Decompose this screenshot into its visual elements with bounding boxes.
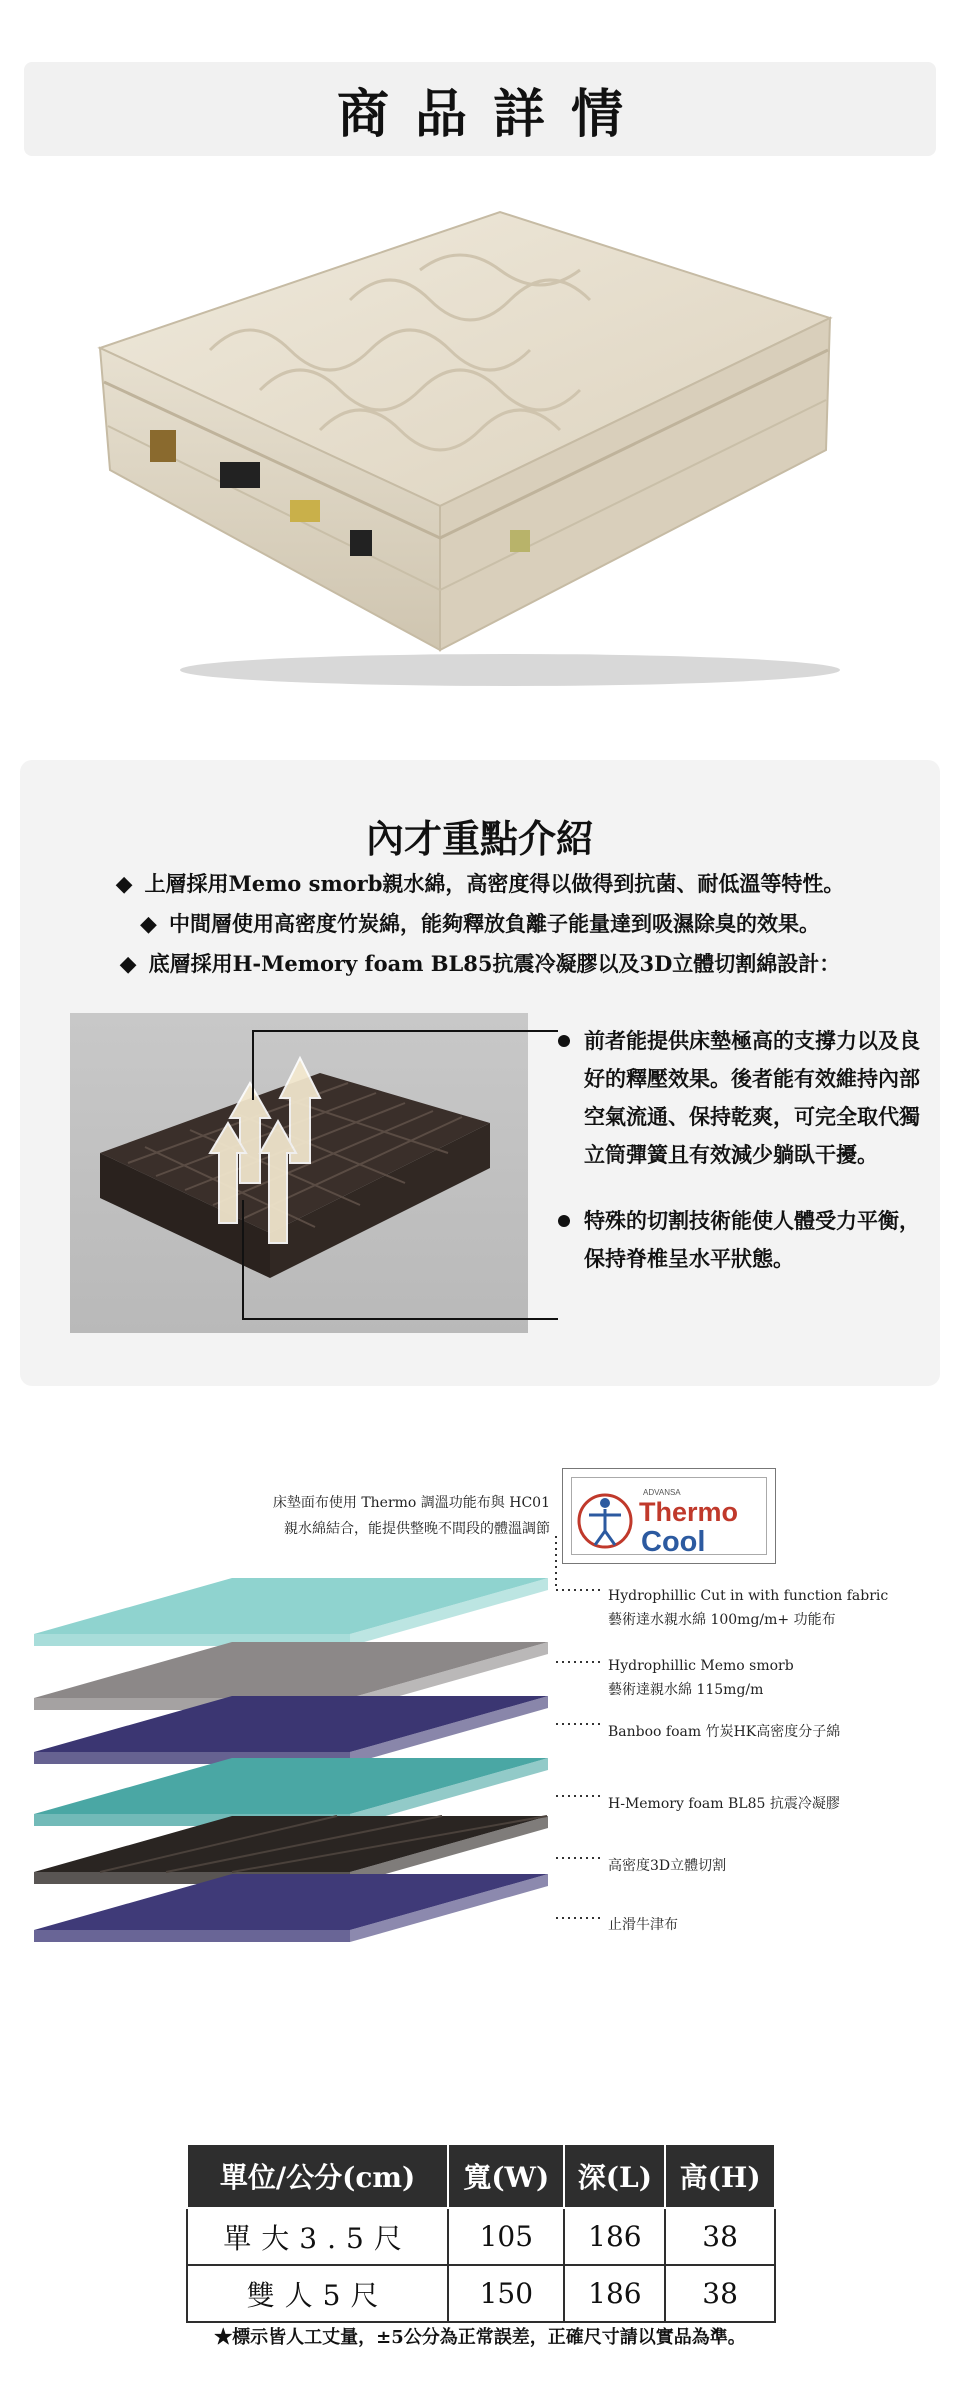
connector-line bbox=[252, 1030, 254, 1100]
description-text: 前者能提供床墊極高的支撐力以及良好的釋壓效果。後者能有效維持內部空氣流通、保持乾爽，可完全取代獨立筒彈簧且有效減少躺臥干擾。 bbox=[584, 1028, 920, 1167]
description-text: 特殊的切割技術能使人體受力平衡，保持脊椎呈水平狀態。 bbox=[584, 1208, 920, 1271]
connector-line bbox=[242, 1318, 558, 1320]
diamond-icon: ◆ bbox=[119, 951, 137, 977]
description-block bbox=[552, 1022, 932, 1174]
layer-label-line: Banboo foam 竹炭HK高密度分子綿 bbox=[608, 1724, 841, 1740]
layers-diagram bbox=[0, 1440, 960, 2090]
diamond-icon: ◆ bbox=[140, 911, 157, 937]
bullet-text: 上層採用Memo smorb親水綿，高密度得以做得到抗菌、耐低溫等特性。 bbox=[144, 871, 845, 896]
intro-description bbox=[552, 1022, 932, 1278]
layer-label bbox=[608, 1854, 726, 1878]
description-block bbox=[552, 1202, 932, 1278]
table-header-row bbox=[187, 2144, 775, 2208]
list-item bbox=[20, 944, 940, 984]
table-cell: 186 bbox=[564, 2208, 665, 2265]
layer-label bbox=[608, 1654, 794, 1702]
thermo-text-line: 親水綿結合，能提供整晚不間段的體溫調節 bbox=[284, 1521, 550, 1537]
table-cell: 186 bbox=[564, 2265, 665, 2322]
layer-slab bbox=[34, 1816, 548, 1884]
layer-label bbox=[608, 1913, 678, 1937]
table-header-cell: 寬(W) bbox=[448, 2144, 564, 2208]
table-row bbox=[187, 2208, 775, 2265]
table-header-cell: 單位/公分(cm) bbox=[187, 2144, 448, 2208]
bullet-text: 中間層使用高密度竹炭綿，能夠釋放負離子能量達到吸濕除臭的效果。 bbox=[168, 911, 820, 936]
layer-label bbox=[608, 1720, 840, 1744]
bullet-dot-icon bbox=[558, 1035, 570, 1047]
connector-line bbox=[252, 1030, 558, 1032]
page-title: 商品詳情 bbox=[336, 83, 649, 145]
layer-label bbox=[608, 1792, 840, 1816]
table-cell: 105 bbox=[448, 2208, 564, 2265]
layer-label-line: 高密度3D立體切割 bbox=[608, 1858, 727, 1874]
size-table bbox=[186, 2143, 776, 2323]
mattress-image bbox=[90, 200, 850, 700]
table-cell: 150 bbox=[448, 2265, 564, 2322]
diamond-icon: ◆ bbox=[115, 871, 133, 897]
layer-slab bbox=[34, 1874, 548, 1942]
size-note: ★標示皆人工丈量，±5公分為正常誤差，正確尺寸請以實品為準。 bbox=[214, 2327, 746, 2348]
intro-title: 內才重點介紹 bbox=[365, 816, 594, 861]
layer-slab bbox=[34, 1758, 548, 1826]
bullet-dot-icon bbox=[558, 1215, 570, 1227]
layer-label-line: Hydrophillic Cut in with function fabric bbox=[608, 1588, 889, 1604]
intro-section bbox=[20, 760, 940, 1386]
intro-bullet-list bbox=[20, 864, 940, 984]
layer-label-line: Hydrophillic Memo smorb bbox=[608, 1658, 794, 1674]
layer-label-line: 藝術達水親水綿 100mg/m+ 功能布 bbox=[608, 1612, 836, 1628]
table-row bbox=[187, 2265, 775, 2322]
logo-small-text: ADVANSA bbox=[643, 1488, 681, 1497]
thermo-text-line: 床墊面布使用 Thermo 調溫功能布與 HC01 bbox=[272, 1495, 550, 1511]
layer-label bbox=[608, 1584, 888, 1632]
table-cell: 38 bbox=[665, 2208, 775, 2265]
bullet-text: 底層採用H-Memory foam BL85抗震冷凝膠以及3D立體切割綿設計： bbox=[148, 951, 841, 976]
table-header-cell: 深(L) bbox=[564, 2144, 665, 2208]
table-cell: 38 bbox=[665, 2265, 775, 2322]
logo-word-thermo: Thermo bbox=[639, 1497, 739, 1527]
layer-label-line: 藝術達親水綿 115mg/m bbox=[608, 1682, 764, 1698]
list-item bbox=[20, 864, 940, 904]
layer-label-line: H-Memory foam BL85 抗震冷凝膠 bbox=[608, 1796, 840, 1812]
logo-word-cool: Cool bbox=[641, 1526, 706, 1558]
list-item bbox=[20, 904, 940, 944]
table-header-cell: 高(H) bbox=[665, 2144, 775, 2208]
section-header bbox=[24, 62, 936, 156]
layers-section bbox=[0, 1440, 960, 2090]
foam-illustration bbox=[70, 1013, 528, 1333]
table-cell: 雙人5尺 bbox=[187, 2265, 448, 2322]
connector-line bbox=[242, 1200, 244, 1320]
layer-label-line: 止滑牛津布 bbox=[608, 1917, 678, 1933]
table-cell: 單大3.5尺 bbox=[187, 2208, 448, 2265]
layer-slab bbox=[34, 1578, 548, 1646]
